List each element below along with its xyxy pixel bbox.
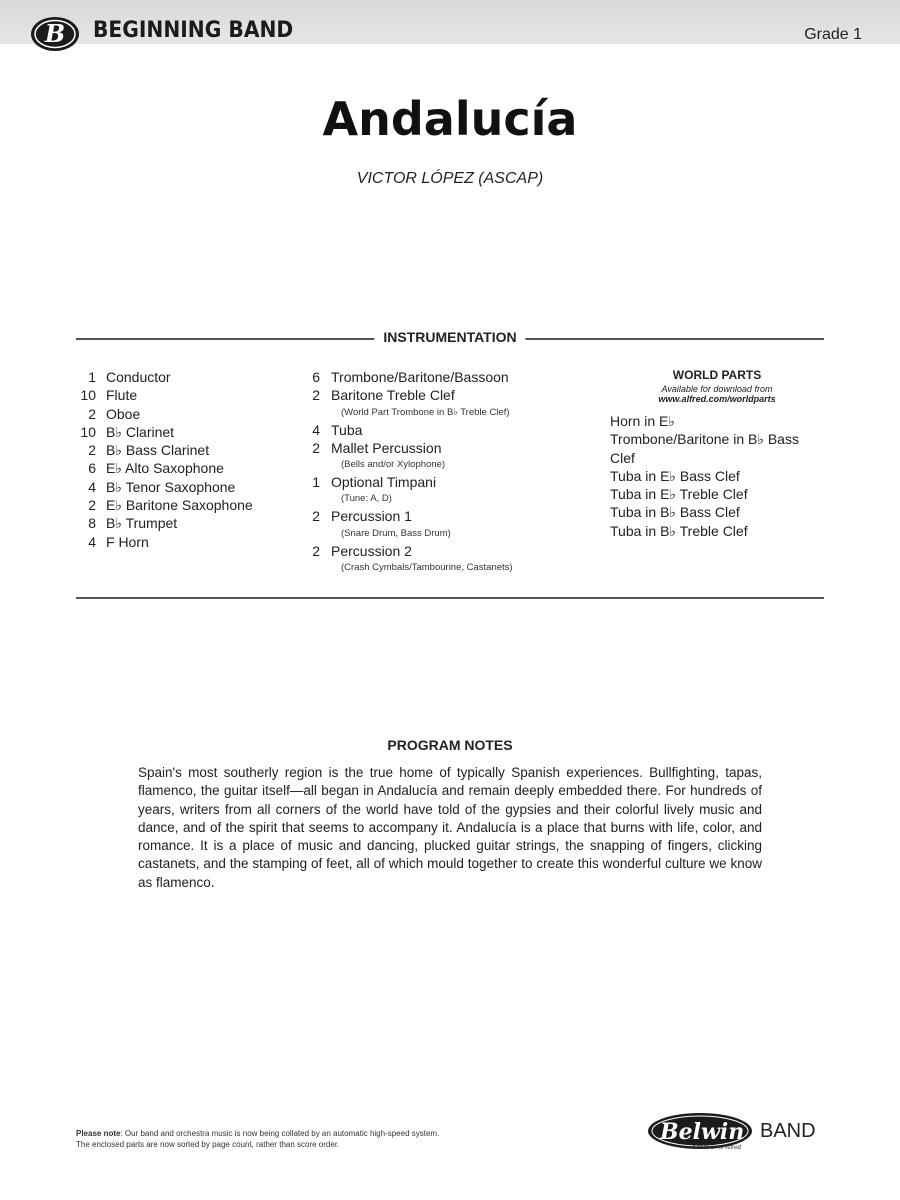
composer-credit: VICTOR LÓPEZ (ASCAP) bbox=[356, 170, 544, 187]
instrument-name: Tuba bbox=[331, 421, 363, 438]
world-parts-list bbox=[610, 412, 824, 540]
instrument-count: 2 bbox=[88, 405, 96, 422]
publisher-division: a division of Alfred bbox=[692, 1145, 741, 1151]
instrument-count: 10 bbox=[80, 423, 96, 440]
world-part-item: Tuba in E♭ Bass Clef bbox=[610, 467, 740, 484]
footnote-line-2: The enclosed parts are now sorted by page count, rather than score order. bbox=[76, 1140, 340, 1149]
instrument-name: Conductor bbox=[106, 369, 171, 385]
instrument-row bbox=[306, 473, 586, 491]
instrument-name: B♭ Trumpet bbox=[106, 515, 178, 532]
instrument-row bbox=[76, 405, 276, 423]
instrument-row bbox=[306, 507, 586, 525]
collation-footnote bbox=[76, 1128, 536, 1150]
instrument-count: 2 bbox=[312, 508, 320, 525]
instrument-list-column-2 bbox=[306, 368, 586, 576]
program-notes-text: Spain's most southerly region is the true home of typically Spanish experiences. Bullfighting, tapas, flamenco, the guitar itself—all began in Andalucía and remain deeply embedded there. For hundreds of years, writers from all corners of the world have told of the gypsies and their colorful lively music and dance, and of the spirit that seems to accompany it. Andalucía is a place that burns with life, color, and romance. It is a place of music and dancing, plucked guitar strings, the snapping of fingers, clicking castanets, and the stamping of feet, all of which mould together to create this wonderful culture we know as flamenco. bbox=[138, 765, 762, 890]
instrument-count: 2 bbox=[88, 442, 96, 459]
world-parts-availability: Available for download from bbox=[661, 384, 773, 394]
footnote-line-1: : Our band and orchestra music is now being collated by an automatic high-speed system. bbox=[120, 1129, 440, 1138]
instrument-count: 4 bbox=[88, 533, 96, 550]
instrument-row bbox=[306, 421, 586, 439]
instrument-row bbox=[306, 368, 586, 386]
instrument-name: Trombone/Baritone/Bassoon bbox=[331, 369, 509, 385]
instrumentation-heading-rule bbox=[76, 328, 824, 350]
instrument-name: Oboe bbox=[106, 405, 141, 422]
instrument-name: Flute bbox=[106, 387, 138, 404]
instrument-count: 1 bbox=[312, 474, 320, 491]
instrument-row bbox=[76, 368, 276, 386]
header-bar bbox=[0, 0, 900, 48]
instrument-count: 2 bbox=[312, 439, 320, 456]
instrument-name: Baritone Treble Clef bbox=[331, 387, 455, 404]
instrument-name: F Horn bbox=[106, 533, 149, 550]
instrument-note: (World Part Trombone in B♭ Treble Clef) bbox=[341, 406, 510, 418]
instrument-name: Mallet Percussion bbox=[331, 439, 442, 456]
world-part-item: Horn in E♭ bbox=[610, 413, 675, 429]
instrument-name: E♭ Baritone Saxophone bbox=[106, 497, 253, 514]
instrument-row bbox=[76, 459, 276, 477]
instrument-name: Percussion 1 bbox=[331, 508, 412, 525]
instrument-row bbox=[306, 386, 586, 404]
instrument-name: Percussion 2 bbox=[331, 542, 412, 559]
instrumentation-heading: INSTRUMENTATION bbox=[374, 329, 525, 345]
instrument-note: (Snare Drum, Bass Drum) bbox=[341, 527, 451, 539]
beginning-band-logo-icon bbox=[30, 14, 80, 54]
instrument-note: (Tune: A, D) bbox=[341, 493, 392, 505]
world-parts-panel bbox=[610, 368, 824, 540]
svg-text:B: B bbox=[44, 19, 66, 48]
program-notes-heading: PROGRAM NOTES bbox=[387, 737, 513, 753]
instrument-count: 10 bbox=[80, 387, 96, 404]
belwin-band-logo bbox=[648, 1112, 828, 1152]
publisher-word: Belwin bbox=[660, 1119, 745, 1145]
instrumentation-bottom-divider bbox=[76, 597, 824, 599]
world-part-item: Trombone/Baritone in B♭ Bass Clef bbox=[610, 431, 799, 466]
instrument-note: (Crash Cymbals/Tambourine, Castanets) bbox=[341, 562, 513, 574]
instrument-row bbox=[76, 386, 276, 404]
instrument-count: 4 bbox=[312, 421, 320, 438]
instrument-list-column-1 bbox=[76, 368, 276, 551]
instrument-count: 8 bbox=[88, 515, 96, 532]
instrument-count: 6 bbox=[312, 369, 320, 385]
instrument-count: 6 bbox=[88, 460, 96, 477]
instrument-count: 1 bbox=[88, 369, 96, 385]
publisher-band-label: BAND bbox=[760, 1120, 816, 1142]
instrument-row bbox=[76, 478, 276, 496]
instrument-row bbox=[76, 514, 276, 532]
instrument-count: 2 bbox=[88, 497, 96, 514]
instrument-row bbox=[306, 542, 586, 560]
world-part-item: Tuba in B♭ Bass Clef bbox=[610, 504, 740, 521]
instrument-row bbox=[306, 439, 586, 457]
instrument-count: 2 bbox=[312, 542, 320, 559]
instrument-note: (Bells and/or Xylophone) bbox=[341, 459, 446, 471]
instrument-name: B♭ Clarinet bbox=[106, 423, 175, 440]
instrument-name: B♭ Bass Clarinet bbox=[106, 442, 210, 459]
instrument-row bbox=[76, 533, 276, 551]
instrument-name: E♭ Alto Saxophone bbox=[106, 460, 224, 477]
footnote-label: Please note bbox=[76, 1129, 121, 1138]
instrument-row bbox=[76, 496, 276, 514]
instrument-count: 2 bbox=[312, 387, 320, 404]
instrument-row bbox=[76, 423, 276, 441]
instrument-row bbox=[76, 441, 276, 459]
piece-title: Andalucía bbox=[322, 92, 578, 146]
instrument-name: B♭ Tenor Saxophone bbox=[106, 478, 236, 495]
instrument-name: Optional Timpani bbox=[331, 474, 437, 491]
world-part-item: Tuba in B♭ Treble Clef bbox=[610, 522, 748, 539]
instrument-count: 4 bbox=[88, 478, 96, 495]
world-part-item: Tuba in E♭ Treble Clef bbox=[610, 486, 748, 503]
world-parts-url: www.alfred.com/worldparts bbox=[658, 394, 776, 404]
series-title: BEGINNING BAND bbox=[93, 18, 294, 43]
grade-label: Grade 1 bbox=[804, 26, 862, 43]
world-parts-heading: WORLD PARTS bbox=[672, 368, 762, 382]
